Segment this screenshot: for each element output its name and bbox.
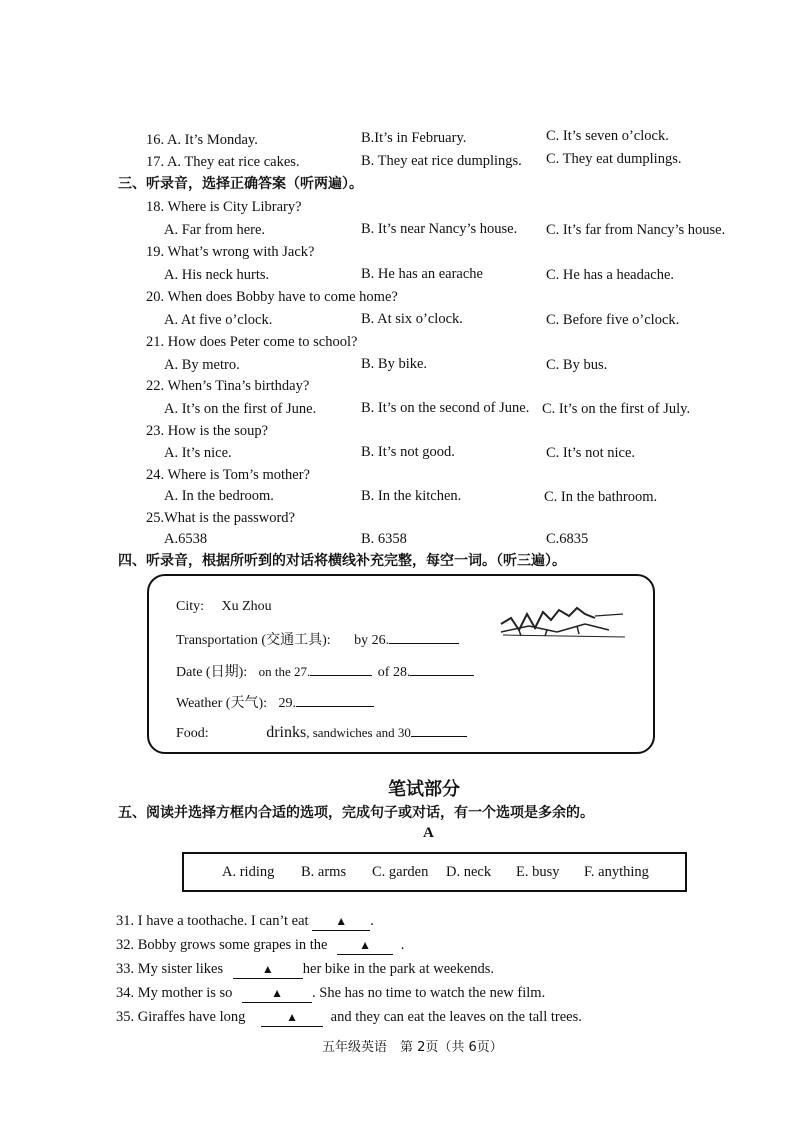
blank-marker-icon: ▲ (286, 1010, 298, 1024)
transport-prefix: by 26. (354, 633, 390, 648)
fill-pre: 35. Giraffes have long (116, 1009, 246, 1025)
option-b: B. 6358 (361, 531, 407, 547)
answer-blank-28[interactable] (410, 661, 474, 676)
answer-blank-35[interactable] (261, 1008, 323, 1027)
q16-a: 16. A. It’s Monday. (146, 132, 258, 148)
question: 23. How is the soup? (146, 423, 269, 439)
option-a: A. In the bedroom. (164, 488, 274, 504)
page-footer: 五年级英语 第 2页（共 6页） (322, 1040, 503, 1055)
q17-b: B. They eat rice dumplings. (361, 153, 522, 169)
option-b: B. It’s on the second of June. (361, 400, 530, 416)
transport-row (176, 629, 459, 650)
option-a: A. At five o’clock. (164, 312, 273, 328)
fill-pre: 31. I have a toothache. I can’t eat (116, 913, 309, 929)
answer-blank-33[interactable] (233, 960, 303, 979)
section4-title: 四、听录音，根据所听到的对话将横线补充完整，每空一词。（听三遍）。 (118, 553, 566, 569)
choice-garden: C. garden (372, 864, 429, 880)
question: 21. How does Peter come to school? (146, 334, 358, 350)
choice-anything: F. anything (584, 864, 649, 880)
city-row (176, 598, 272, 616)
weather-prefix: 29. (278, 696, 296, 711)
option-c: C. In the bathroom. (544, 489, 658, 505)
fill-pre: 33. My sister likes (116, 961, 224, 977)
answer-blank-29[interactable] (296, 692, 374, 707)
answer-blank-34[interactable] (242, 984, 312, 1003)
option-a: A. Far from here. (164, 222, 266, 238)
choice-arms: B. arms (301, 864, 347, 880)
weather-label: Weather (天气): (176, 696, 267, 711)
answer-blank-30[interactable] (411, 722, 467, 737)
question: 18. Where is City Library? (146, 199, 302, 215)
option-b: B. It’s not good. (361, 444, 455, 460)
option-c: C.6835 (546, 531, 589, 547)
section3-title: 三、听录音，选择正确答案（听两遍）。 (118, 176, 363, 192)
word-bank-box (182, 852, 687, 892)
question: 24. Where is Tom’s mother? (146, 467, 310, 483)
question: 19. What’s wrong with Jack? (146, 244, 315, 260)
option-a: A.6538 (164, 531, 208, 547)
food-drinks: drinks (266, 724, 307, 741)
city-label: City: (176, 599, 205, 614)
option-b: B. He has an earache (361, 266, 483, 282)
food-row (176, 722, 467, 743)
listening-info-box (147, 574, 655, 754)
option-a: A. It’s on the first of June. (164, 401, 317, 417)
option-a: A. By metro. (164, 357, 240, 373)
option-b: B. By bike. (361, 356, 428, 372)
fill-post: . She has no time to watch the new film. (312, 985, 546, 1001)
question: 20. When does Bobby have to come home? (146, 289, 398, 305)
option-c: C. It’s not nice. (546, 445, 636, 461)
q17-c: C. They eat dumplings. (546, 151, 682, 167)
answer-blank-27[interactable] (310, 661, 372, 676)
city-value: Xu Zhou (221, 599, 272, 614)
blank-marker-icon: ▲ (261, 962, 274, 976)
part-label: A (423, 825, 434, 841)
date-label: Date (日期): (176, 665, 248, 680)
written-part-title: 笔试部分 (388, 779, 460, 800)
option-a: A. His neck hurts. (164, 267, 270, 283)
choice-neck: D. neck (446, 864, 492, 880)
question: 22. When’s Tina’s birthday? (146, 378, 310, 394)
bridge-sketch (499, 604, 627, 640)
option-a: A. It’s nice. (164, 445, 232, 461)
choice-riding: A. riding (222, 864, 275, 880)
fill-post: and they can eat the leaves on the tall trees. (330, 1009, 582, 1025)
fill-pre: 34. My mother is so (116, 985, 233, 1001)
option-b: B. At six o’clock. (361, 311, 463, 327)
section5-title: 五、阅读并选择方框内合适的选项，完成句子或对话，有一个选项是多余的。 (118, 805, 594, 821)
answer-blank-26[interactable] (389, 629, 459, 644)
q16-c: C. It’s seven o’clock. (546, 128, 669, 144)
blank-marker-icon: ▲ (359, 938, 371, 952)
question: 25.What is the password? (146, 510, 295, 526)
answer-blank-31[interactable] (312, 912, 370, 931)
blank-marker-icon: ▲ (335, 914, 348, 928)
date-prefix: on the 27. (258, 664, 311, 679)
food-rest: , sandwiches and 30 (306, 725, 411, 740)
option-c: C. It’s on the first of July. (542, 401, 691, 417)
transport-label: Transportation (交通工具): (176, 633, 331, 648)
fill-post: . (400, 937, 405, 953)
date-mid: of 28. (377, 665, 411, 680)
option-c: C. By bus. (546, 357, 608, 373)
fill-item-35 (116, 1008, 582, 1027)
option-b: B. It’s near Nancy’s house. (361, 221, 518, 237)
weather-row (176, 692, 374, 713)
fill-item-33 (116, 960, 494, 979)
option-c: C. He has a headache. (546, 267, 675, 283)
option-c: C. Before five o’clock. (546, 312, 680, 328)
q17-a: 17. A. They eat rice cakes. (146, 154, 300, 170)
option-b: B. In the kitchen. (361, 488, 462, 504)
fill-item-31 (116, 912, 374, 931)
fill-pre: 32. Bobby grows some grapes in the (116, 937, 328, 953)
answer-blank-32[interactable] (337, 936, 393, 955)
q16-b: B.It’s in February. (361, 130, 467, 146)
option-c: C. It’s far from Nancy’s house. (546, 222, 726, 238)
blank-marker-icon: ▲ (271, 986, 283, 1000)
date-row (176, 661, 474, 682)
fill-post: . (370, 913, 374, 929)
food-label: Food: (176, 726, 209, 741)
fill-post: her bike in the park at weekends. (302, 961, 495, 977)
fill-item-32 (116, 936, 404, 955)
fill-item-34 (116, 984, 545, 1003)
choice-busy: E. busy (516, 864, 560, 880)
